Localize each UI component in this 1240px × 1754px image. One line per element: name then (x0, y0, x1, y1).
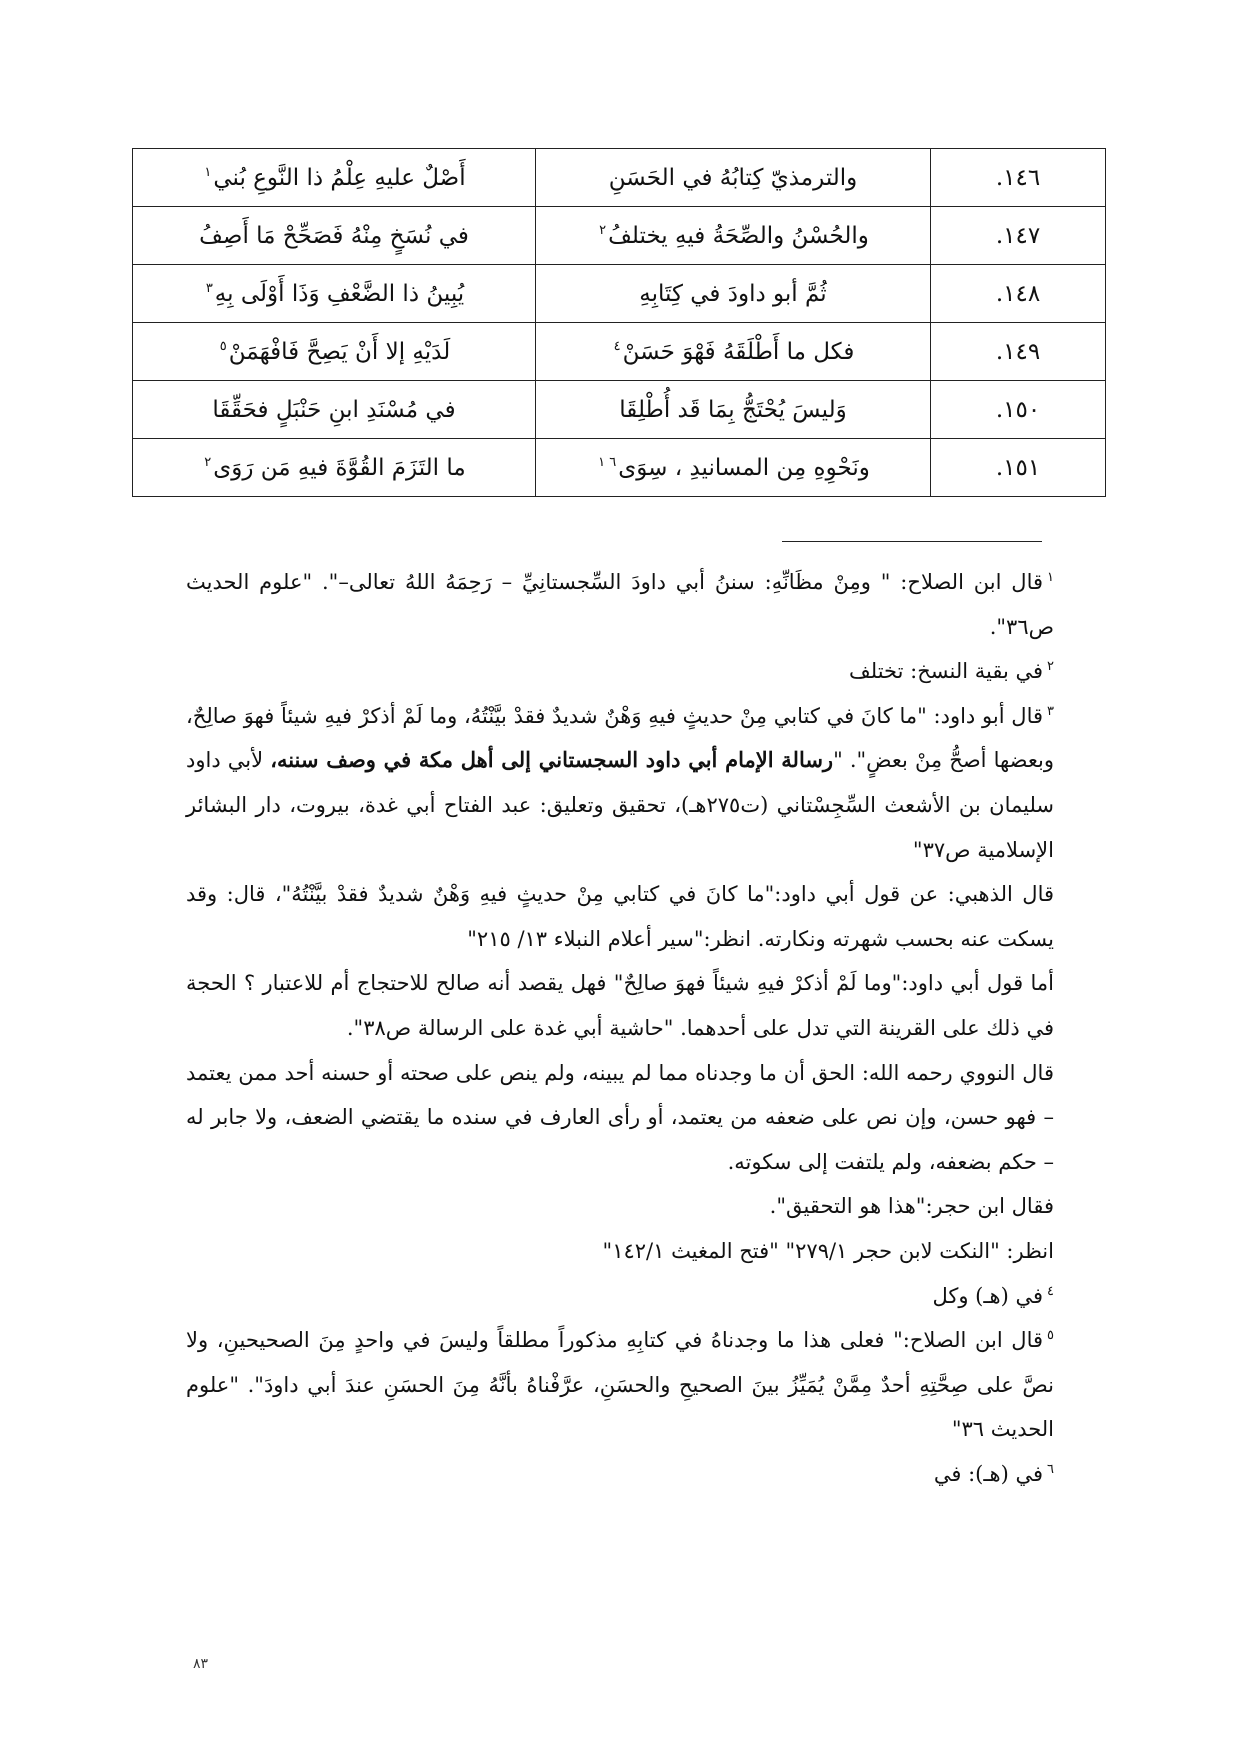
dhahabi-quote: قال الذهبي: عن قول أبي داود:"ما كانَ في كتابي مِنْ حديثٍ فيهِ وَهْنٌ شديدٌ فقدْ بيَّنْتُهُ"، قال: وقد يسكت عنه بحسب شهرته ونكارته. انظر:"سير أعلام النبلاء ١٣/ ٢١٥" (186, 882, 1054, 951)
verse-first-hemistich (536, 149, 931, 207)
footnote-marker: ٤ (613, 338, 621, 354)
footnote-1: $^١$قال ابن الصلاح: " ومِنْ مظَانِّهِ: سننُ أبي داودَ السِّجستانِيِّ – رَحِمَهُ اللهُ تعالى–". "علوم الحديث ص٣٦". (186, 570, 1054, 639)
hemistich-text: لَدَيْهِ إلا أَنْ يَصِحَّ فَافْهَمَنْ (228, 338, 451, 365)
footnote-6: $^٦$في (هـ): في (933, 1461, 1054, 1486)
verse-row (133, 323, 1106, 381)
hemistich-text: أَصْلٌ عليهِ عِلْمُ ذا النَّوعِ بُني (213, 164, 466, 191)
footnote-marker: ٢ (204, 454, 212, 470)
page-number: ٨٣ (193, 1656, 209, 1672)
hemistich-text: في مُسْنَدِ ابنِ حَنْبَلٍ فحَقِّقَا (212, 396, 456, 423)
verse-second-hemistich (133, 381, 536, 439)
hemistich-text: ما التَزَمَ القُوَّةَ فيهِ مَن رَوَى (213, 454, 466, 481)
verse-row (133, 439, 1106, 497)
hemistich-text: والحُسْنُ والصِّحَةُ فيهِ يختلفُ (608, 222, 869, 249)
verse-number: ١٤٨. (931, 265, 1106, 323)
verse-first-hemistich (536, 265, 931, 323)
verse-first-hemistich (536, 439, 931, 497)
hemistich-text: ونَحْوِهِ مِن المسانيدِ ، سِوَى (618, 454, 870, 481)
verse-second-hemistich (133, 207, 536, 265)
footnote-separator (782, 541, 1042, 542)
footnotes-section (186, 560, 1054, 1496)
nawawi-quote: قال النووي رحمه الله: الحق أن ما وجدناه مما لم يبينه، ولم ينص على صحته أو حسنه أحد ممن يعتمد – فهو حسن، وإن نص على ضعفه من يعتمد، أو رأى العارف في سنده ما يقتضي الضعف، ولا جابر له – حكم بضعفه، ولم يلتفت إلى سكوته. (186, 1060, 1054, 1174)
verse-number: ١٥٠. (931, 381, 1106, 439)
verse-number: ١٥١. (931, 439, 1106, 497)
footnote-marker: ٢ (599, 222, 607, 238)
amma-quote: أما قول أبي داود:"وما لَمْ أذكرْ فيهِ شيئاً فهوَ صالِحٌ" فهل يقصد أنه صالح للاحتجاج أم للاعتبار ؟ الحجة في ذلك على القرينة التي تدل على أحدهما. "حاشية أبي غدة على الرسالة ص٣٨". (186, 971, 1054, 1040)
footnote-marker: ٥ (219, 338, 227, 354)
verse-first-hemistich (536, 323, 931, 381)
hemistich-text: ثُمَّ أبو داودَ في كِتَابِهِ (639, 280, 827, 307)
verse-row (133, 149, 1106, 207)
hemistich-text: والترمذيّ كِتابُهُ في الحَسَنِ (608, 164, 858, 191)
hemistich-text: فكل ما أَطْلَقَهُ فَهْوَ حَسَنْ (622, 338, 855, 365)
verse-number: ١٤٦. (931, 149, 1106, 207)
hemistich-text: يُبِينُ ذا الضَّعْفِ وَذَا أَوْلَى بِهِ (214, 280, 465, 307)
footnote-4: $^٤$في (هـ) وكل (932, 1283, 1054, 1308)
footnote-3: $^٣$قال أبو داود: "ما كانَ في كتابي مِنْ حديثٍ فيهِ وَهْنٌ شديدٌ فقدْ بيَّنْتُهُ، وما لَمْ أذكرْ فيهِ شيئاً فهوَ صالِحٌ، وبعضها أصحُّ مِنْ بعضٍ". "رسالة الإمام أبي داود السجستاني إلى أهل مكة في وصف سننه، لأبي داود سليمان بن الأشعث السِّجِسْتاني (ت٢٧٥هـ)، تحقيق وتعليق: عبد الفتاح أبي غدة، بيروت، دار البشائر الإسلامية ص٣٧" (186, 703, 1054, 862)
hemistich-text: في نُسَخٍ مِنْهُ فَصَحِّحْ مَا أَصِفُ (199, 222, 469, 249)
verse-second-hemistich (133, 265, 536, 323)
verses-table (132, 148, 1106, 497)
verse-number: ١٤٧. (931, 207, 1106, 265)
verse-second-hemistich (133, 439, 536, 497)
verse-second-hemistich (133, 149, 536, 207)
verse-second-hemistich (133, 323, 536, 381)
footnote-2: $^٢$في بقية النسخ: تختلف (849, 659, 1054, 684)
footnote-marker: ٦ ١ (598, 454, 617, 470)
verse-row (133, 265, 1106, 323)
verse-row (133, 381, 1106, 439)
ibn-hajar-quote: فقال ابن حجر:"هذا هو التحقيق". (769, 1194, 1054, 1219)
verse-number: ١٤٩. (931, 323, 1106, 381)
verse-row (133, 207, 1106, 265)
footnote-marker: ٣ (205, 280, 213, 296)
verse-first-hemistich (536, 381, 931, 439)
source-title: رسالة الإمام أبي داود السجستاني إلى أهل مكة في وصف سننه، (270, 747, 834, 773)
footnote-marker: ١ (204, 164, 212, 180)
footnote-5: $^٥$قال ابن الصلاح:" فعلى هذا ما وجدناهُ في كتابِهِ مذكوراً مطلقاً وليسَ في واحدٍ مِنَ الصحيحينِ، ولا نصَّ على صِحَّتِهِ أحدٌ مِمَّنْ يُمَيِّزُ بينَ الصحيحِ والحسَنِ، عرَّفْناهُ بأنَّهُ مِنَ الحسَنِ عندَ أبي داودَ". "علوم الحديث ٣٦" (186, 1328, 1054, 1442)
references-line: انظر: "النكت لابن حجر ٢٧٩/١" "فتح المغيث ١٤٢/١" (602, 1238, 1054, 1263)
hemistich-text: وَليسَ يُحْتَجُّ بِمَا قَد أُطْلِقَا (619, 396, 847, 423)
verse-first-hemistich (536, 207, 931, 265)
